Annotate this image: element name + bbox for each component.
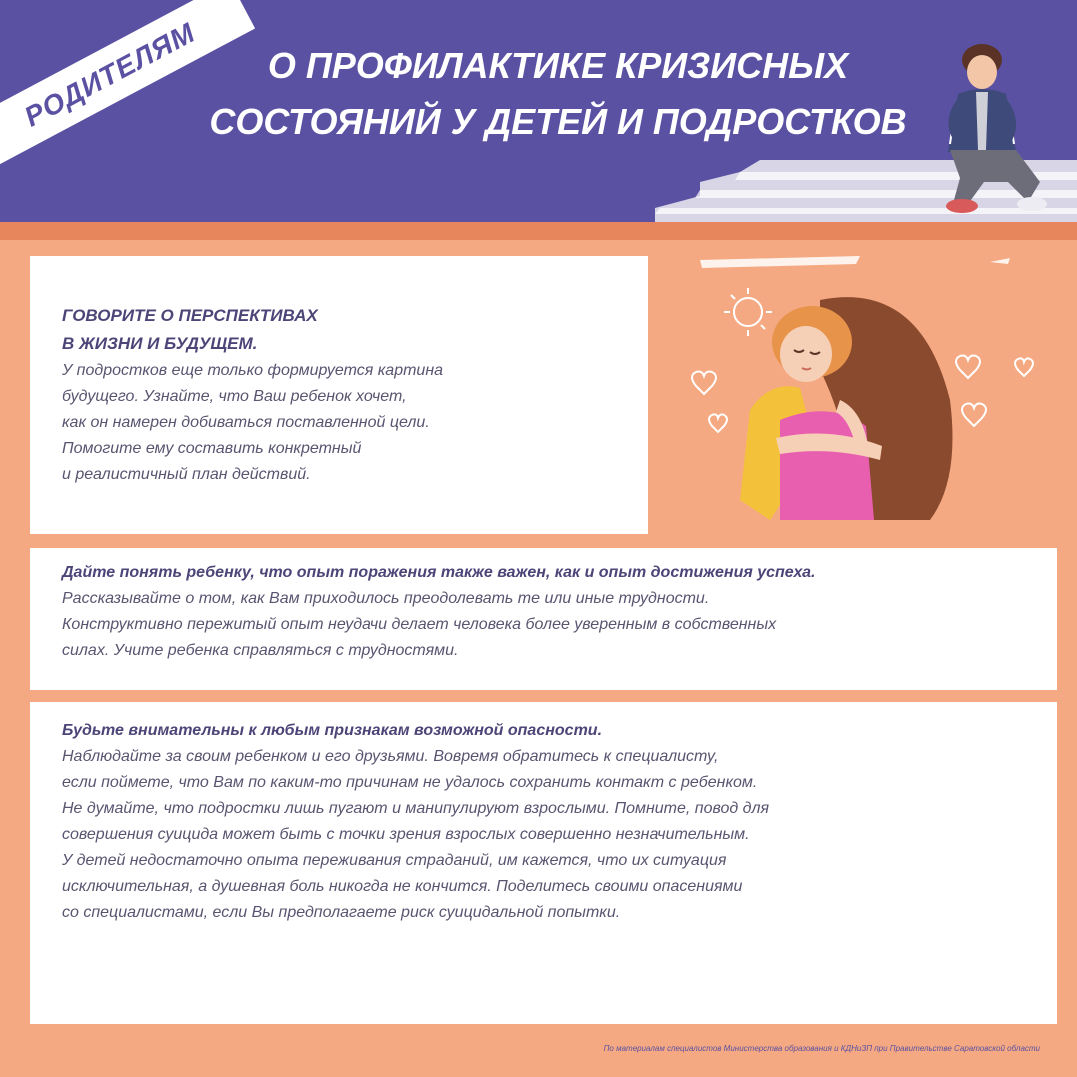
page-title bbox=[168, 38, 948, 150]
ribbon-text: РОДИТЕЛЯМ bbox=[19, 16, 201, 133]
section3-heading: Будьте внимательны к любым признакам возможной опасности. bbox=[62, 722, 603, 739]
teen-boy-illustration bbox=[920, 32, 1070, 217]
section-perspectives bbox=[62, 302, 622, 488]
section1-heading-line1: ГОВОРИТЕ О ПЕРСПЕКТИВАХ bbox=[62, 306, 318, 325]
section3-line: Наблюдайте за своим ребенком и его друзьями. Вовремя обратитесь к специалисту, bbox=[62, 748, 719, 765]
section1-line: как он намерен добиваться поставленной цели. bbox=[62, 414, 430, 431]
section2-line: силах. Учите ребенка справляться с трудностями. bbox=[62, 642, 459, 659]
header-banner bbox=[0, 0, 1077, 222]
header-divider bbox=[0, 222, 1077, 240]
section3-line: исключительная, а душевная боль никогда не кончится. Поделитесь своими опасениями bbox=[62, 878, 743, 895]
title-line-1: О ПРОФИЛАКТИКЕ КРИЗИСНЫХ bbox=[267, 45, 849, 86]
section3-line: совершения суицида может быть с точки зрения взрослых совершенно незначительным. bbox=[62, 826, 750, 843]
title-line-2: СОСТОЯНИЙ У ДЕТЕЙ И ПОДРОСТКОВ bbox=[209, 101, 907, 142]
section2-line: Рассказывайте о том, как Вам приходилось преодолевать те или иные трудности. bbox=[62, 590, 710, 607]
section3-line: со специалистами, если Вы предполагаете риск суицидальной попытки. bbox=[62, 904, 621, 921]
section3-line: У детей недостаточно опыта переживания страданий, им кажется, что их ситуация bbox=[62, 852, 727, 869]
section2-line: Конструктивно пережитый опыт неудачи делает человека более уверенным в собственных bbox=[62, 616, 777, 633]
section-danger-signs bbox=[62, 718, 1052, 926]
section-failure-experience bbox=[62, 560, 1052, 664]
section3-line: Не думайте, что подростки лишь пугают и манипулируют взрослыми. Помните, повод для bbox=[62, 800, 770, 817]
section1-line: будущего. Узнайте, что Ваш ребенок хочет, bbox=[62, 388, 407, 405]
section1-line: и реалистичный план действий. bbox=[62, 466, 311, 483]
section2-heading: Дайте понять ребенку, что опыт поражения также важен, как и опыт достижения успеха. bbox=[62, 564, 816, 581]
section1-line: Помогите ему составить конкретный bbox=[62, 440, 362, 457]
hug-illustration bbox=[630, 250, 1050, 540]
section1-heading-line2: В ЖИЗНИ И БУДУЩЕМ. bbox=[62, 334, 258, 353]
section3-line: если поймете, что Вам по каким-то причинам не удалось сохранить контакт с ребенком. bbox=[62, 774, 758, 791]
footer-credit: По материалам специалистов Министерства образования и КДНиЗП при Правительстве Саратовской области bbox=[603, 1044, 1040, 1053]
section1-line: У подростков еще только формируется картина bbox=[62, 362, 444, 379]
